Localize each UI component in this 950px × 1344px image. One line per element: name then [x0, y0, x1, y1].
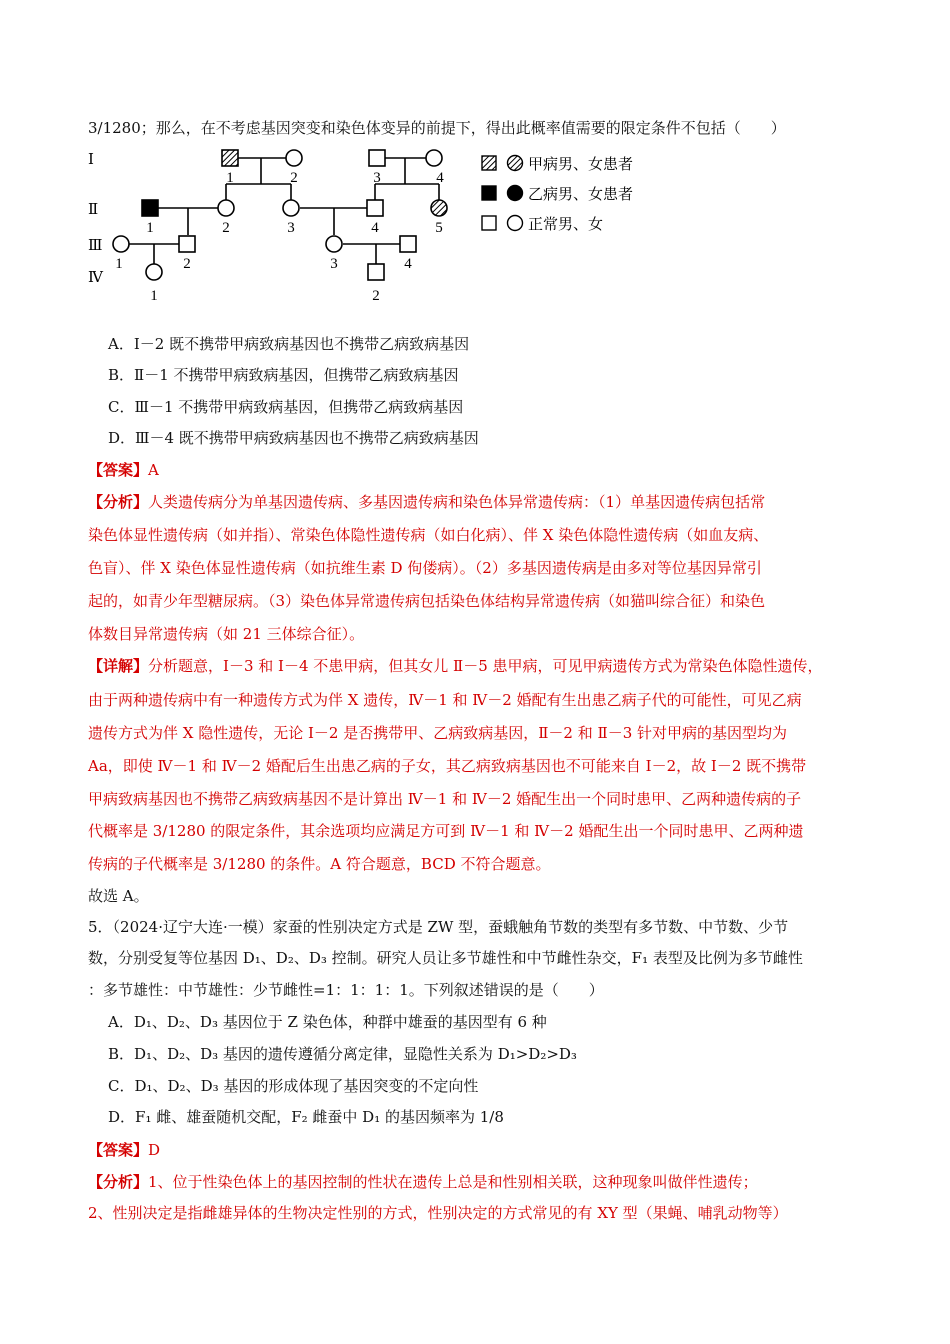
option-text: F₁ 雌、雄蚕随机交配，F₂ 雌蚕中 D₁ 的基因频率为 1/8: [135, 1108, 504, 1126]
option-text: Ⅲ－1 不携带甲病致病基因，但携带乙病致病基因: [134, 398, 464, 416]
number-I2: 2: [290, 170, 298, 186]
q5-stem-line-1: 5．（2024·辽宁大连·一模）家蚕的性别决定方式是 ZW 型，蚕蛾触角节数的类型有多节数、中节数、少节: [88, 918, 789, 936]
q4-analysis-line-2: 染色体显性遗传病（如并指）、常染色体隐性遗传病（如白化病）、伴 X 染色体隐性遗传病（如血友病、: [88, 526, 769, 544]
q5-analysis-line-1: [88, 1172, 758, 1192]
pedigree-legend: [482, 155, 633, 233]
legend-open-circle-icon: [508, 216, 523, 231]
q5-stem-line-3: ：多节雄性：中节雄性：少节雌性=1：1：1：1。下列叙述错误的是（ ）: [88, 981, 604, 999]
legend-hatched-circle-icon: [508, 156, 523, 171]
answer-tag: 【答案】: [88, 461, 149, 479]
number-IV2: 2: [372, 288, 380, 304]
legend-open-square-icon: [482, 216, 496, 230]
pedigree-I1-affected-male: [222, 150, 238, 166]
q4-analysis-line-1: [88, 492, 765, 512]
pedigree-I3-normal-male: [369, 150, 385, 166]
option-label: C．: [108, 1077, 135, 1095]
q5-stem-line-2: 数，分别受复等位基因 D₁、D₂、D₃ 控制。研究人员让多节雄性和中节雌性杂交，F₁ 表型及比例为多节雌性: [88, 949, 803, 967]
pedigree-II2-normal-female: [218, 200, 234, 216]
q5-answer: [88, 1140, 160, 1160]
number-I3: 3: [373, 170, 381, 186]
q4-analysis-line-5: 体数目异常遗传病（如 21 三体综合征）。: [88, 625, 365, 643]
legend-label-disease-b: 乙病男、女患者: [528, 187, 634, 203]
pedigree-I2-normal-female: [286, 150, 302, 166]
pedigree-III4-normal-male: [400, 236, 416, 252]
analysis-tag: 【分析】: [88, 1173, 149, 1191]
q4-conclusion: 故选 A。: [88, 887, 149, 905]
legend-label-normal: 正常男、女: [528, 217, 604, 233]
number-II3: 3: [287, 220, 295, 236]
option-label: A．: [108, 335, 134, 353]
option-text: Ⅲ－4 既不携带甲病致病基因也不携带乙病致病基因: [135, 429, 479, 447]
pedigree-IV1-normal-female: [146, 264, 162, 280]
gen-label-III: Ⅲ: [88, 238, 103, 254]
option-text: D₁、D₂、D₃ 基因的遗传遵循分离定律，显隐性关系为 D₁>D₂>D₃: [134, 1045, 577, 1063]
option-text: Ⅰ－2 既不携带甲病致病基因也不携带乙病致病基因: [133, 335, 470, 353]
option-label: C．: [108, 398, 135, 416]
q4-stem: 3/1280；那么，在不考虑基因突变和染色体变异的前提下，得出此概率值需要的限定条件不包括（ ）: [88, 119, 786, 137]
q4-option-d: [108, 428, 479, 448]
q4-analysis-line-4: 起的，如青少年型糖尿病。（3）染色体异常遗传病包括染色体结构异常遗传病（如猫叫综合征）和染色: [88, 592, 766, 610]
q5-option-b: [108, 1044, 577, 1064]
gen-label-II: Ⅱ: [88, 202, 99, 218]
number-IV1: 1: [150, 288, 158, 304]
option-label: B．: [108, 366, 135, 384]
pedigree-III2-normal-male: [179, 236, 195, 252]
pedigree-II3-normal-female: [283, 200, 299, 216]
gen-label-I: Ⅰ: [88, 152, 94, 168]
q4-analysis-line-3: 色盲）、伴 X 染色体显性遗传病（如抗维生素 D 佝偻病）。（2）多基因遗传病是由多对等位基因异常引: [88, 559, 762, 577]
answer-value: A: [148, 461, 159, 479]
gen-label-IV: Ⅳ: [88, 270, 103, 286]
option-label: B．: [108, 1045, 135, 1063]
pedigree-II5-affected-female: [431, 200, 447, 216]
option-text: D₁、D₂、D₃ 基因的形成体现了基因突变的不定向性: [134, 1077, 479, 1095]
option-label: D．: [108, 429, 136, 447]
number-III2: 2: [183, 256, 191, 272]
q5-option-c: [108, 1076, 478, 1096]
answer-value: D: [148, 1141, 161, 1159]
q4-detail-line-7: 传病的子代概率是 3/1280 的条件。A 符合题意，BCD 不符合题意。: [88, 855, 551, 873]
pedigree-I4-normal-female: [426, 150, 442, 166]
q5-analysis-line-2: 2、性别决定是指雌雄异体的生物决定性别的方式，性别决定的方式常见的有 XY 型（果蝇、哺乳动物等）: [88, 1204, 788, 1222]
q4-detail-line-3: 遗传方式为伴 X 隐性遗传，无论 Ⅰ－2 是否携带甲、乙病致病基因，Ⅱ－2 和 Ⅱ－3 针对甲病的基因型均为: [88, 724, 788, 742]
number-II2: 2: [222, 220, 230, 236]
q4-detail-line-1: [88, 656, 823, 676]
number-I4: 4: [436, 170, 444, 186]
detail-tag: 【详解】: [88, 657, 149, 675]
pedigree-II4-normal-male: [367, 200, 383, 216]
legend-hatched-square-icon: [482, 156, 496, 170]
pedigree-III1-normal-female: [113, 236, 129, 252]
option-text: D₁、D₂、D₃ 基因位于 Z 染色体，种群中雄蚕的基因型有 6 种: [133, 1013, 547, 1031]
analysis-tag: 【分析】: [88, 493, 149, 511]
number-II5: 5: [435, 220, 443, 236]
q4-detail-line-2: 由于两种遗传病中有一种遗传方式为伴 X 遗传，Ⅳ－1 和 Ⅳ－2 婚配有生出患乙病子代的可能性，可见乙病: [88, 691, 802, 709]
option-label: D．: [108, 1108, 136, 1126]
q4-answer: [88, 460, 159, 480]
legend-black-circle-icon: [508, 186, 523, 201]
answer-tag: 【答案】: [88, 1141, 149, 1159]
analysis-text: 人类遗传病分为单基因遗传病、多基因遗传病和染色体异常遗传病：（1）单基因遗传病包括常: [148, 493, 766, 511]
analysis-text: 1、位于性染色体上的基因控制的性状在遗传上总是和性别相关联，这种现象叫做伴性遗传；: [148, 1173, 758, 1191]
detail-text: 分析题意，Ⅰ－3 和 Ⅰ－4 不患甲病，但其女儿 Ⅱ－5 患甲病，可见甲病遗传方式为常染色体隐性遗传，: [148, 657, 823, 675]
q5-option-d: [108, 1107, 504, 1127]
q4-option-b: [108, 365, 459, 385]
pedigree-II1-affected-male: [142, 200, 158, 216]
number-II1: 1: [146, 220, 154, 236]
q4-option-a: [108, 334, 469, 354]
pedigree-III3-normal-female: [326, 236, 342, 252]
q4-detail-line-5: 甲病致病基因也不携带乙病致病基因不是计算出 Ⅳ－1 和 Ⅳ－2 婚配生出一个同时患甲、乙两种遗传病的子: [88, 790, 802, 808]
number-III4: 4: [404, 256, 412, 272]
number-II4: 4: [371, 220, 379, 236]
q4-detail-line-4: Aa，即使 Ⅳ－1 和 Ⅳ－2 婚配后生出患乙病的子女，其乙病致病基因也不可能来自 Ⅰ－2，故 Ⅰ－2 既不携带: [88, 757, 807, 775]
pedigree-IV2-normal-male: [368, 264, 384, 280]
pedigree-chart: [80, 140, 680, 310]
number-I1: 1: [226, 170, 234, 186]
legend-label-disease-a: 甲病男、女患者: [528, 157, 634, 173]
number-III1: 1: [115, 256, 123, 272]
option-label: A．: [108, 1013, 134, 1031]
q5-option-a: [108, 1012, 547, 1032]
number-III3: 3: [330, 256, 338, 272]
q4-detail-line-6: 代概率是 3/1280 的限定条件，其余选项均应满足方可到 Ⅳ－1 和 Ⅳ－2 婚配生出一个同时患甲、乙两种遗: [88, 822, 804, 840]
option-text: Ⅱ－1 不携带甲病致病基因，但携带乙病致病基因: [134, 366, 459, 384]
q4-option-c: [108, 397, 463, 417]
legend-black-square-icon: [482, 186, 496, 200]
